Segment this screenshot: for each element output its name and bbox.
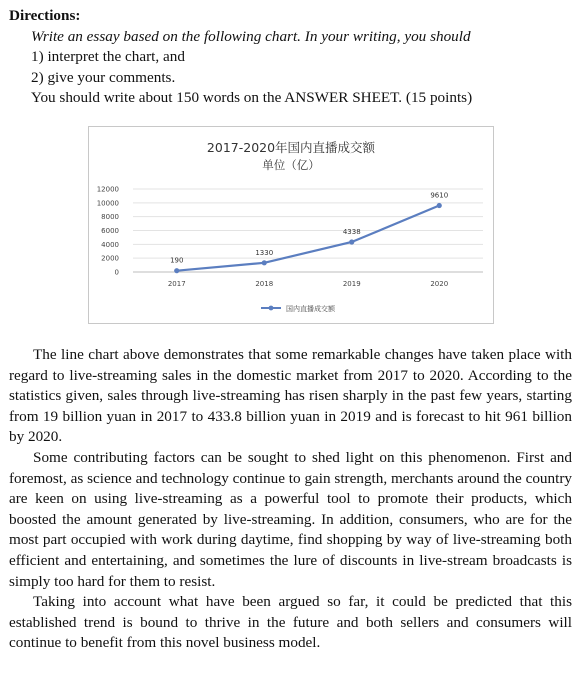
directions-requirement: You should write about 150 words on the ANSWER SHEET. (15 points) bbox=[31, 89, 473, 106]
data-label: 4338 bbox=[342, 227, 361, 236]
directions-point-2: 2) give your comments. bbox=[31, 68, 176, 86]
x-tick-label: 2019 bbox=[342, 280, 361, 288]
directions-section bbox=[9, 6, 569, 109]
directions-instruction: Write an essay based on the following chart. In your writing, you should bbox=[31, 27, 471, 45]
x-tick-label: 2017 bbox=[167, 280, 186, 288]
data-point bbox=[437, 203, 442, 208]
chart-series bbox=[170, 192, 448, 274]
chart-canvas bbox=[89, 127, 493, 323]
data-label: 1330 bbox=[255, 248, 274, 257]
y-tick-label: 4000 bbox=[101, 240, 119, 249]
y-tick-label: 12000 bbox=[96, 185, 119, 194]
chart-axes bbox=[97, 186, 448, 289]
legend-label: 国内直播成交额 bbox=[286, 305, 335, 313]
directions-point-1: 1) interpret the chart, and bbox=[31, 48, 185, 65]
data-point bbox=[349, 239, 354, 244]
chart-legend bbox=[261, 304, 336, 313]
chart-title: 2017-2020年国内直播成交额 bbox=[206, 140, 376, 155]
x-tick-label: 2020 bbox=[430, 280, 449, 288]
y-tick-label: 0 bbox=[114, 268, 119, 277]
y-tick-label: 6000 bbox=[101, 227, 119, 235]
essay-paragraph: The line chart above demonstrates that some remarkable changes have taken place with regard to live-streaming sales in the domestic market from 2017 to 2020. According to the statistics given, sales through live-streaming has risen sharply in the past few years, starting from 19 billion yuan in 2017 to 433.8 billion yuan in 2019 and is forecast to hit 961 billion by 2020. bbox=[9, 346, 572, 446]
data-point bbox=[262, 260, 267, 265]
legend-marker bbox=[269, 306, 274, 311]
y-tick-label: 10000 bbox=[96, 199, 119, 208]
essay-body bbox=[9, 345, 572, 654]
directions-heading: Directions: bbox=[9, 7, 81, 24]
data-label: 9610 bbox=[430, 191, 449, 200]
essay-paragraph: Some contributing factors can be sought to shed light on this phenomenon. First and foremost, as science and technology continue to gain strength, merchants around the country are keen on using live-streaming as a powerful tool to promote their products, which boosted the amount generated by live-streaming. In addition, consumers, who are for the most part occupied with work during daytime, find shopping by way of live-streaming both efficient and entertaining, and sometimes the lure of discounts in live-stream broadcasts is simply too hard for them to resist. bbox=[9, 448, 572, 590]
y-tick-label: 8000 bbox=[101, 213, 119, 222]
x-tick-label: 2018 bbox=[255, 280, 274, 288]
y-tick-label: 2000 bbox=[101, 254, 119, 263]
sales-line-chart bbox=[88, 126, 494, 324]
series-line bbox=[177, 206, 440, 271]
data-label: 190 bbox=[170, 256, 184, 265]
data-point bbox=[174, 268, 179, 273]
chart-grid bbox=[133, 189, 483, 272]
essay-paragraph: Taking into account what have been argued so far, it could be predicted that this established trend is bound to thrive in the future and both sellers and consumers will continue to benefit from this novel business model. bbox=[9, 593, 572, 652]
chart-subtitle: 单位（亿） bbox=[262, 158, 320, 172]
